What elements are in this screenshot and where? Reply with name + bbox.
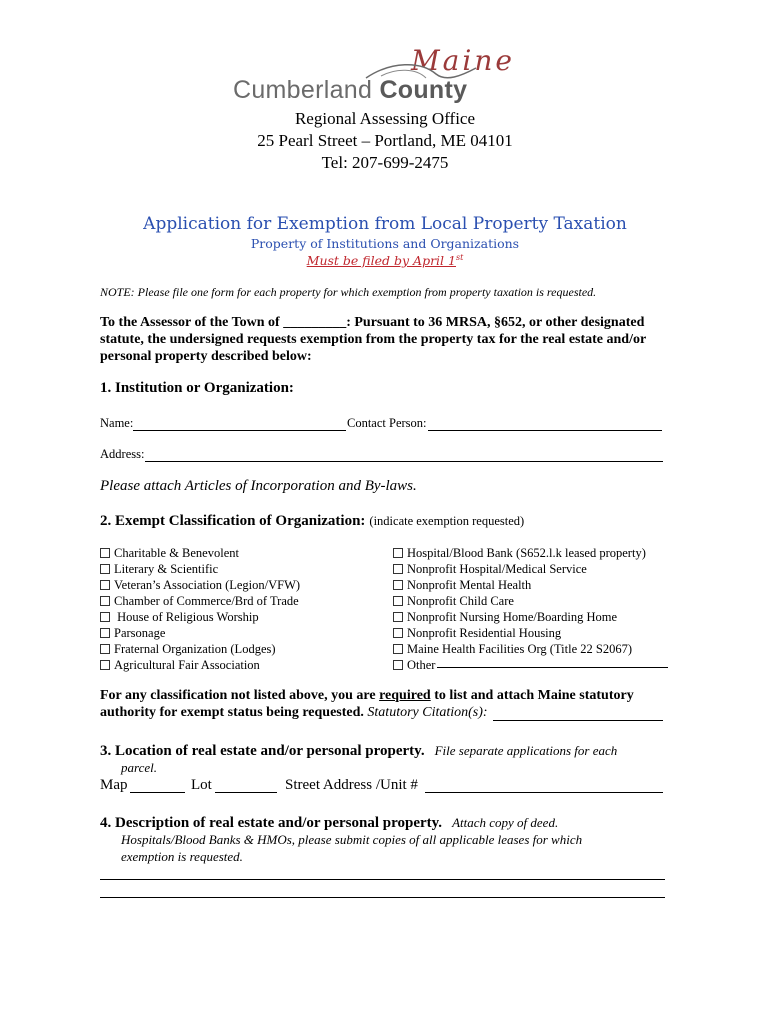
option-charitable[interactable] (100, 545, 300, 561)
required-emphasis: required (379, 688, 431, 703)
description-field-line-2[interactable] (100, 897, 665, 898)
intro-line-3: personal property described below: (100, 349, 312, 364)
option-chamber[interactable] (100, 593, 300, 609)
checkbox-icon[interactable] (393, 548, 403, 558)
contact-person-label: Contact Person: (347, 416, 427, 430)
option-label: Agricultural Fair Association (114, 658, 260, 672)
option-label: Nonprofit Hospital/Medical Service (407, 562, 587, 576)
other-classification-field[interactable] (437, 667, 668, 668)
checkbox-icon[interactable] (100, 660, 110, 670)
option-label: Hospital/Blood Bank (S652.l.k leased property) (407, 546, 646, 560)
map-label: Map (100, 777, 128, 793)
office-phone: Tel: 207-699-2475 (321, 153, 449, 172)
lot-label: Lot (191, 777, 212, 793)
section3-note-cont: parcel. (121, 760, 157, 775)
lot-field[interactable] (215, 792, 277, 793)
para-text: authority for exempt status being requested. (100, 705, 364, 720)
right-options-list (393, 545, 646, 673)
option-label: Fraternal Organization (Lodges) (114, 642, 276, 656)
option-residential-housing[interactable] (393, 625, 646, 641)
logo-cumberland-text: Cumberland (233, 76, 373, 104)
option-label: Charitable & Benevolent (114, 546, 239, 560)
checkbox-icon[interactable] (100, 580, 110, 590)
logo-maine-script: Maine (411, 44, 515, 77)
checkbox-icon[interactable] (100, 564, 110, 574)
statutory-citation-label: Statutory Citation(s): (367, 705, 488, 720)
option-hospital-blood-bank[interactable] (393, 545, 646, 561)
option-literary[interactable] (100, 561, 300, 577)
office-name: Regional Assessing Office (294, 109, 476, 128)
option-label: Veteran’s Association (Legion/VFW) (114, 578, 301, 592)
left-options-list (100, 545, 300, 673)
checkbox-icon[interactable] (393, 660, 403, 670)
option-child-care[interactable] (393, 593, 646, 609)
option-label: Nonprofit Residential Housing (407, 626, 562, 640)
option-parsonage[interactable] (100, 625, 300, 641)
section4-note-exemption: exemption is requested. (121, 849, 243, 864)
cumberland-county-logo (231, 46, 519, 108)
section3-heading: 3. Location of real estate and/or personal property. (100, 743, 425, 759)
name-field[interactable] (133, 430, 346, 431)
checkbox-icon[interactable] (393, 612, 403, 622)
option-label: Nonprofit Mental Health (407, 578, 532, 592)
option-nursing-home[interactable] (393, 609, 646, 625)
checkbox-icon[interactable] (100, 612, 110, 622)
section2-heading-line (100, 512, 524, 530)
section4-note-hospitals: Hospitals/Blood Banks & HMOs, please submit copies of all applicable leases for which (121, 832, 583, 847)
option-mental-health[interactable] (393, 577, 646, 593)
option-nonprofit-hospital[interactable] (393, 561, 646, 577)
option-label: Chamber of Commerce/Brd of Trade (114, 594, 299, 608)
checkbox-icon[interactable] (393, 644, 403, 654)
section4-note: Attach copy of deed. (452, 815, 559, 830)
other-classification-para-2 (100, 705, 488, 721)
option-fraternal[interactable] (100, 641, 300, 657)
name-label: Name: (100, 416, 134, 430)
deadline-superscript: st (455, 253, 464, 262)
logo-county-text: County (379, 76, 468, 104)
street-address-field[interactable] (425, 792, 663, 793)
option-label: Parsonage (114, 626, 166, 640)
intro-line-2: statute, the undersigned requests exemption from the property tax for the real estate and/or (100, 332, 647, 347)
para-text: For any classification not listed above, you are (100, 688, 380, 703)
checkbox-icon[interactable] (100, 644, 110, 654)
checkbox-icon[interactable] (393, 580, 403, 590)
option-label: Nonprofit Child Care (407, 594, 514, 608)
description-field-line-1[interactable] (100, 879, 665, 880)
contact-person-field[interactable] (428, 430, 662, 431)
address-label: Address: (100, 447, 145, 461)
note-text: NOTE: Please file one form for each property for which exemption from property taxation is requested. (100, 285, 597, 299)
option-agricultural-fair[interactable] (100, 657, 300, 673)
option-religious-worship[interactable] (100, 609, 300, 625)
deadline-line (0, 253, 770, 269)
option-veterans[interactable] (100, 577, 300, 593)
statutory-citation-field[interactable] (493, 720, 663, 721)
form-title: Application for Exemption from Local Property Taxation (143, 214, 627, 234)
checkbox-icon[interactable] (393, 596, 403, 606)
intro-line-1: To the Assessor of the Town of _________: Pursuant to 36 MRSA, §652, or other designated (100, 315, 645, 330)
map-field[interactable] (130, 792, 185, 793)
para-text: to list and attach Maine statutory (430, 688, 634, 703)
option-label: Nonprofit Nursing Home/Boarding Home (407, 610, 618, 624)
checkbox-icon[interactable] (100, 596, 110, 606)
section1-heading: 1. Institution or Organization: (100, 380, 294, 396)
other-classification-para-1 (100, 688, 634, 704)
section4-heading-line (100, 814, 558, 832)
deadline-text: Must be filed by April 1 (306, 253, 456, 269)
checkbox-icon[interactable] (393, 628, 403, 638)
checkbox-icon[interactable] (100, 548, 110, 558)
checkbox-icon[interactable] (100, 628, 110, 638)
option-label: Maine Health Facilities Org (Title 22 S2067) (407, 642, 632, 656)
option-label: House of Religious Worship (114, 610, 259, 624)
section4-heading: 4. Description of real estate and/or personal property. (100, 815, 443, 831)
section3-heading-line (100, 742, 617, 760)
attach-articles-note: Please attach Articles of Incorporation and By-laws. (100, 478, 417, 494)
section2-heading: 2. Exempt Classification of Organization: (100, 513, 366, 529)
option-label: Other (407, 658, 436, 672)
office-address: 25 Pearl Street – Portland, ME 04101 (257, 131, 513, 150)
section3-note: File separate applications for each (434, 743, 618, 758)
address-field[interactable] (145, 461, 663, 462)
option-health-facilities[interactable] (393, 641, 646, 657)
checkbox-icon[interactable] (393, 564, 403, 574)
logo-wordmark (233, 76, 467, 105)
option-other[interactable] (393, 657, 646, 673)
street-address-label: Street Address /Unit # (285, 777, 418, 793)
form-subtitle: Property of Institutions and Organizations (250, 236, 520, 251)
option-label: Literary & Scientific (114, 562, 219, 576)
section2-heading-note: (indicate exemption requested) (369, 514, 525, 528)
